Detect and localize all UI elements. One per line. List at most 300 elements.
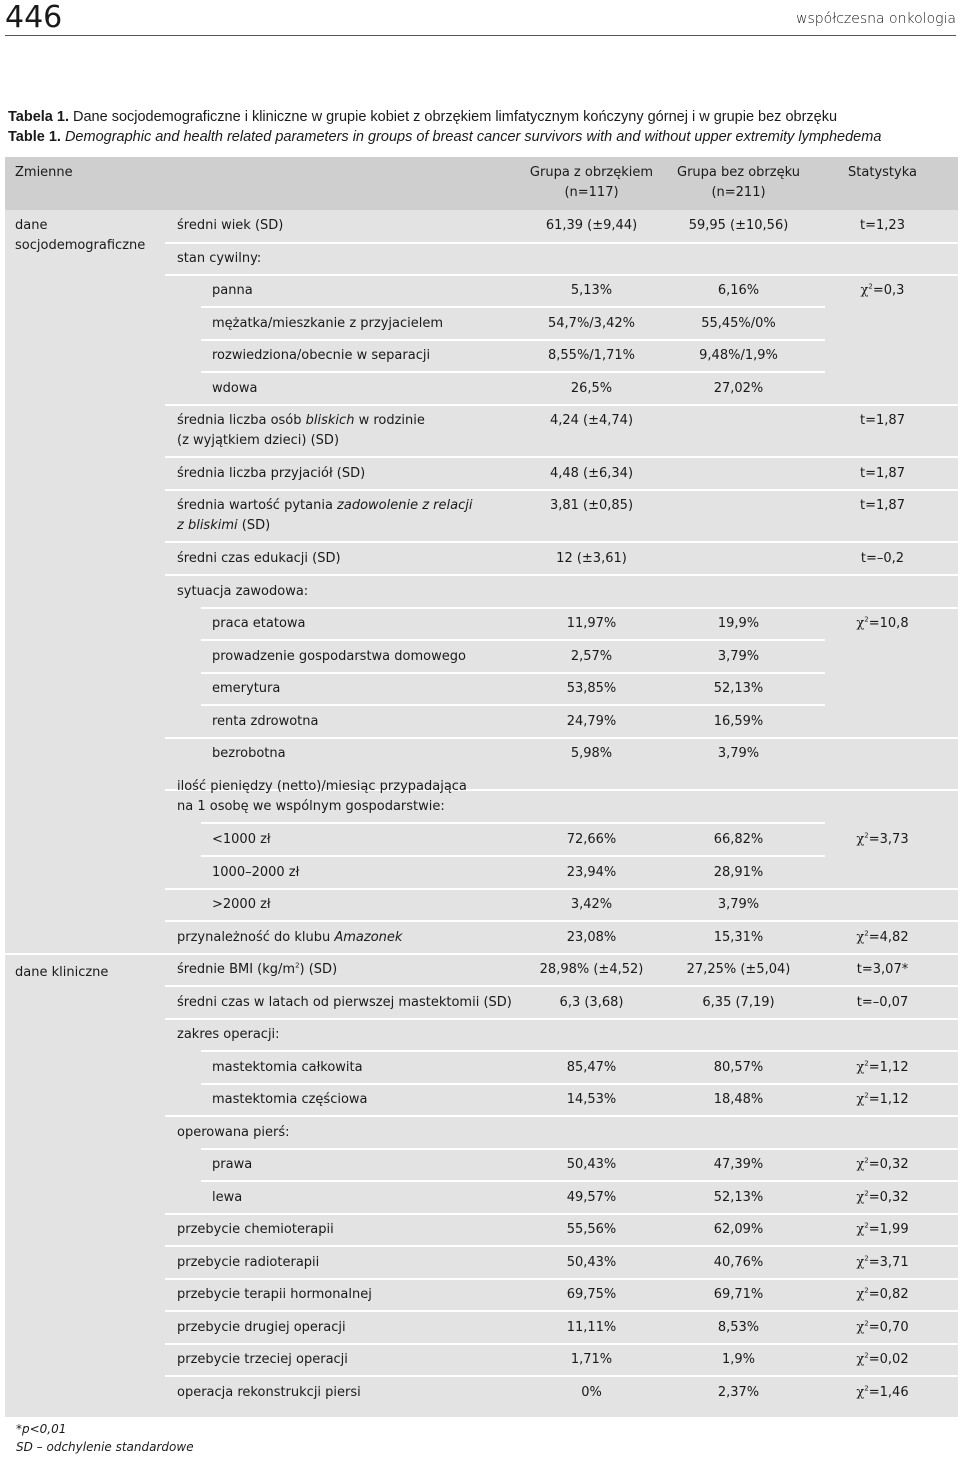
group1-value: 2,57% [570, 649, 613, 664]
statistic-text: =1,12 [868, 1092, 909, 1107]
chi-square-superscript: 2 [864, 1059, 869, 1068]
row-label-superscript: 2 [295, 961, 300, 970]
statistic-value [808, 496, 957, 516]
row-label-line [177, 777, 467, 797]
group1-value: 3,42% [570, 897, 613, 912]
row-label-text: <1000 zł [212, 832, 271, 847]
row-label-text: na 1 osobę we wspólnym gospodarstwie: [177, 799, 445, 814]
row-label-text: średni czas edukacji (SD) [177, 551, 341, 566]
chi-square-symbol: χ [856, 616, 865, 631]
row-label-italic: zadowolenie z relacji [337, 498, 473, 513]
row-divider [165, 1115, 958, 1117]
row-label-text: lewa [212, 1190, 243, 1205]
statistic-text: =1,12 [868, 1060, 909, 1075]
row-divider [165, 274, 958, 276]
statistic-value [808, 1253, 957, 1273]
row-divider [165, 541, 958, 543]
row-divider [165, 1278, 958, 1280]
row-label [212, 830, 271, 850]
statistic-text: =0,32 [868, 1157, 909, 1172]
group2-value: 62,09% [713, 1222, 764, 1237]
row-label [212, 712, 318, 732]
statistic-text: t=1,87 [860, 466, 905, 481]
row-label-line [212, 281, 253, 301]
row-divider [165, 574, 958, 576]
row-divider [165, 489, 958, 491]
row-label [212, 1155, 252, 1175]
row-label [177, 1253, 319, 1273]
group2-value: 3,79% [717, 746, 760, 761]
row-divider [201, 672, 825, 674]
row-label [212, 1058, 363, 1078]
row-label-line-2 [177, 431, 425, 451]
group1-value: 3,81 (±0,85) [549, 498, 634, 513]
row-divider [201, 607, 958, 609]
row-label-text: prawa [212, 1157, 253, 1172]
group1-value: 54,7%/3,42% [548, 316, 635, 331]
row-label-line [212, 712, 318, 732]
group2-value: 47,39% [713, 1157, 764, 1172]
group1-value: 12 (±3,61) [556, 551, 627, 566]
row-label [177, 1123, 290, 1143]
group2-value: 66,82% [713, 832, 764, 847]
statistic-value [808, 464, 957, 484]
chi-square-superscript: 2 [864, 1091, 869, 1100]
row-label-text-after: w rodzinie [354, 413, 425, 428]
row-divider [165, 1375, 958, 1377]
row-label-line [177, 1025, 280, 1045]
statistic-value [808, 960, 957, 980]
page-number: 446 [5, 0, 63, 35]
row-divider [201, 1083, 958, 1085]
row-label-text: >2000 zł [212, 897, 271, 912]
caption-english [8, 129, 881, 145]
row-label [212, 895, 271, 915]
group1-value: 23,08% [566, 930, 617, 945]
row-label-text: ilość pieniędzy (netto)/miesiąc przypadająca [177, 779, 467, 794]
row-label-line [177, 1318, 346, 1338]
row-label-line [177, 1383, 361, 1403]
row-label-text: przebycie drugiej operacji [177, 1320, 346, 1335]
group2-value: 3,79% [717, 649, 760, 664]
row-divider [201, 639, 825, 641]
row-divider [165, 1213, 958, 1215]
row-label-text: zakres operacji: [177, 1027, 280, 1042]
row-label [177, 928, 402, 948]
group1-value: 11,97% [566, 616, 617, 631]
statistic-value [808, 614, 957, 634]
header-group1-title: Grupa z obrzękiem [529, 165, 654, 180]
chi-square-symbol: χ [856, 1287, 865, 1302]
statistic-text: =3,73 [868, 832, 909, 847]
chi-square-symbol: χ [856, 1385, 865, 1400]
row-label-line [212, 679, 280, 699]
row-label-text: sytuacja zawodowa: [177, 584, 309, 599]
statistic-text: =0,82 [868, 1287, 909, 1302]
group1-value: 1,71% [570, 1352, 613, 1367]
chi-square-superscript: 2 [864, 929, 869, 938]
row-label-text: przebycie terapii hormonalnej [177, 1287, 372, 1302]
group1-value: 23,94% [566, 865, 617, 880]
caption-pl-text: Dane socjodemograficzne i kliniczne w grupie kobiet z obrzękiem limfatycznym kończyny górnej i w grupie bez obrzęku [73, 109, 838, 125]
group2-value: 1,9% [721, 1352, 756, 1367]
group1-value: 28,98% (±4,52) [539, 962, 644, 977]
statistic-value [808, 1350, 957, 1370]
statistic-value [808, 549, 957, 569]
group2-value: 6,35 (7,19) [702, 995, 775, 1010]
row-label [177, 1220, 334, 1240]
row-divider [165, 920, 958, 922]
section-socio-line1: dane [15, 218, 48, 233]
group2-value: 16,59% [713, 714, 764, 729]
row-divider [201, 855, 825, 857]
header-group2-n: (n=211) [711, 185, 766, 200]
statistic-text: t=1,23 [860, 218, 905, 233]
row-label-line [177, 1220, 334, 1240]
row-label-text: wdowa [212, 381, 258, 396]
statistic-value [808, 1058, 957, 1078]
row-label [177, 411, 425, 451]
statistic-text: t=3,07* [856, 962, 909, 977]
row-label-line-2 [177, 797, 467, 817]
chi-square-superscript: 2 [864, 1384, 869, 1393]
row-label-text: przebycie trzeciej operacji [177, 1352, 348, 1367]
row-label-line [212, 1058, 363, 1078]
chi-square-superscript: 2 [864, 1351, 869, 1360]
row-label-line [177, 1123, 290, 1143]
group2-value: 55,45%/0% [701, 316, 776, 331]
group1-value: 11,11% [566, 1320, 617, 1335]
group2-value: 52,13% [713, 681, 764, 696]
row-label-text: stan cywilny: [177, 251, 262, 266]
row-divider [201, 371, 825, 373]
data-table [5, 157, 958, 1417]
caption-pl-label: Tabela 1. [8, 109, 69, 125]
header-rule [5, 35, 956, 36]
group2-value: 9,48%/1,9% [699, 348, 778, 363]
row-label-italic: z bliskimi [177, 518, 238, 533]
row-label-line [212, 1155, 252, 1175]
header-group2-title: Grupa bez obrzęku [677, 165, 800, 180]
chi-square-superscript: 2 [864, 1189, 869, 1198]
chi-square-superscript: 2 [864, 615, 869, 624]
group2-value: 69,71% [713, 1287, 764, 1302]
row-label [177, 1025, 280, 1045]
row-divider [165, 888, 958, 890]
statistic-text: =1,99 [868, 1222, 909, 1237]
row-label-text: średni wiek (SD) [177, 218, 284, 233]
row-label-line [177, 216, 283, 236]
row-label-text: mastektomia całkowita [212, 1060, 363, 1075]
header-statistics: Statystyka [848, 165, 917, 180]
row-divider [165, 985, 958, 987]
row-label-text: renta zdrowotna [212, 714, 319, 729]
row-label [177, 496, 472, 536]
group1-value: 8,55%/1,71% [548, 348, 635, 363]
chi-square-superscript: 2 [864, 1156, 869, 1165]
row-divider [165, 456, 958, 458]
group2-value: 6,16% [717, 283, 760, 298]
row-label [177, 582, 308, 602]
group2-value: 19,9% [717, 616, 760, 631]
statistic-text: t=–0,2 [860, 551, 905, 566]
table-header [5, 157, 958, 210]
row-label [177, 216, 283, 236]
row-label [212, 379, 257, 399]
row-label-text: średnia liczba przyjaciół (SD) [177, 466, 366, 481]
row-label [177, 993, 512, 1013]
header-group2 [661, 163, 816, 203]
group1-value: 53,85% [566, 681, 617, 696]
row-divider [165, 737, 958, 739]
header-group1-n: (n=117) [564, 185, 619, 200]
chi-square-symbol: χ [856, 1352, 865, 1367]
row-label [177, 1383, 361, 1403]
row-label [177, 1285, 372, 1305]
row-label-text: emerytura [212, 681, 281, 696]
row-label [177, 549, 341, 569]
row-label-line [212, 647, 466, 667]
row-label-line [212, 379, 257, 399]
row-label-line [212, 314, 443, 334]
row-divider [165, 1245, 958, 1247]
group2-value: 59,95 (±10,56) [688, 218, 789, 233]
statistic-text: =0,02 [868, 1352, 909, 1367]
row-label-text: przynależność do klubu [177, 930, 335, 945]
row-divider [201, 1180, 958, 1182]
group1-value: 61,39 (±9,44) [545, 218, 638, 233]
row-label [212, 679, 280, 699]
statistic-text: =4,82 [868, 930, 909, 945]
row-label-line [177, 1285, 372, 1305]
row-divider [201, 704, 825, 706]
statistic-value [808, 1318, 957, 1338]
statistic-text: =3,71 [868, 1255, 909, 1270]
row-label-text: operacja rekonstrukcji piersi [177, 1385, 361, 1400]
statistic-value [808, 1383, 957, 1403]
row-label [212, 314, 443, 334]
row-divider [201, 339, 825, 341]
statistic-value [808, 411, 957, 431]
row-label-line [212, 346, 430, 366]
section-clinical: dane kliniczne [15, 965, 109, 980]
row-label [177, 777, 467, 817]
statistic-text: t=1,87 [860, 498, 905, 513]
group1-value: 5,13% [570, 283, 613, 298]
group1-value: 26,5% [570, 381, 613, 396]
chi-square-superscript: 2 [864, 1254, 869, 1263]
row-label-text: (SD) [237, 518, 271, 533]
chi-square-symbol: χ [856, 1320, 865, 1335]
row-label [177, 249, 261, 269]
row-divider [201, 1148, 958, 1150]
row-label-text: średnia liczba osób [177, 413, 306, 428]
caption-polish [8, 109, 837, 125]
group1-value: 0% [581, 1385, 602, 1400]
group1-value: 24,79% [566, 714, 617, 729]
row-label-text: bezrobotna [212, 746, 286, 761]
statistic-value [808, 928, 957, 948]
row-label-text: panna [212, 283, 253, 298]
row-divider [5, 953, 958, 955]
group2-value: 80,57% [713, 1060, 764, 1075]
section-sociodemographic [15, 216, 145, 256]
chi-square-symbol: χ [856, 832, 865, 847]
row-label-line [177, 1253, 319, 1273]
statistic-value [808, 1285, 957, 1305]
group2-value: 15,31% [713, 930, 764, 945]
chi-square-symbol: χ [856, 1190, 865, 1205]
group2-value: 52,13% [713, 1190, 764, 1205]
row-label-text: prowadzenie gospodarstwa domowego [212, 649, 466, 664]
row-label [212, 863, 299, 883]
chi-square-symbol: χ [860, 283, 869, 298]
section-socio-line2: socjodemograficzne [15, 238, 146, 253]
group2-value: 27,02% [713, 381, 764, 396]
group1-value: 14,53% [566, 1092, 617, 1107]
row-label-text: średnie BMI (kg/m [177, 962, 296, 977]
row-label-line-2 [177, 516, 472, 536]
row-label-line [177, 960, 337, 980]
row-label-text: przebycie radioterapii [177, 1255, 320, 1270]
row-label-line [212, 895, 271, 915]
chi-square-symbol: χ [856, 1157, 865, 1172]
statistic-value [808, 1155, 957, 1175]
row-label-line [212, 1188, 242, 1208]
row-label-line [177, 928, 402, 948]
row-label-text: mężatka/mieszkanie z przyjacielem [212, 316, 443, 331]
statistic-value [808, 281, 957, 301]
statistic-value [808, 1220, 957, 1240]
group1-value: 69,75% [566, 1287, 617, 1302]
statistic-value [808, 1188, 957, 1208]
journal-name: współczesna onkologia [796, 11, 956, 27]
row-label-italic: bliskich [305, 413, 355, 428]
statistic-value [808, 1090, 957, 1110]
group2-value: 28,91% [713, 865, 764, 880]
group1-value: 85,47% [566, 1060, 617, 1075]
group1-value: 50,43% [566, 1157, 617, 1172]
group2-value: 18,48% [713, 1092, 764, 1107]
chi-square-symbol: χ [856, 1060, 865, 1075]
statistic-text: =0,32 [868, 1190, 909, 1205]
caption-en-label: Table 1. [8, 129, 61, 145]
statistic-value [808, 830, 957, 850]
footnote-sd: SD – odchylenie standardowe [16, 1440, 194, 1454]
statistic-text: =0,70 [868, 1320, 909, 1335]
row-label [212, 281, 253, 301]
chi-square-superscript: 2 [864, 831, 869, 840]
group1-value: 4,24 (±4,74) [549, 413, 634, 428]
row-label [177, 1350, 348, 1370]
row-label [212, 744, 286, 764]
header-variables: Zmienne [15, 165, 73, 180]
statistic-value [808, 216, 957, 236]
group2-value: 27,25% (±5,04) [686, 962, 791, 977]
caption-en-text: Demographic and health related parameters in groups of breast cancer survivors with and without upper extremity lymphedema [64, 129, 882, 145]
chi-square-superscript: 2 [864, 1319, 869, 1328]
row-label-text: rozwiedziona/obecnie w separacji [212, 348, 431, 363]
row-label [177, 1318, 346, 1338]
row-divider [165, 404, 958, 406]
row-label-italic: Amazonek [334, 930, 403, 945]
row-label [177, 960, 337, 980]
row-label-text: 1000–2000 zł [212, 865, 300, 880]
row-label [212, 647, 466, 667]
row-divider [165, 1310, 958, 1312]
statistic-text: t=–0,07 [856, 995, 909, 1010]
chi-square-symbol: χ [856, 1222, 865, 1237]
row-label [212, 1090, 368, 1110]
row-label-text: średni czas w latach od pierwszej mastektomii (SD) [177, 995, 512, 1010]
row-label-line [177, 582, 308, 602]
group1-value: 4,48 (±6,34) [549, 466, 634, 481]
row-divider [165, 1343, 958, 1345]
row-label-text: średnia wartość pytania [177, 498, 338, 513]
row-label-line [212, 744, 286, 764]
statistic-value [808, 993, 957, 1013]
row-label [212, 1188, 242, 1208]
row-label [212, 614, 306, 634]
chi-square-symbol: χ [856, 1255, 865, 1270]
statistic-text: =0,3 [872, 283, 905, 298]
group2-value: 40,76% [713, 1255, 764, 1270]
header-group1 [514, 163, 669, 203]
row-label-line [177, 1350, 348, 1370]
group1-value: 6,3 (3,68) [559, 995, 624, 1010]
statistic-text: =1,46 [868, 1385, 909, 1400]
chi-square-symbol: χ [856, 1092, 865, 1107]
row-label-text: operowana pierś: [177, 1125, 290, 1140]
group2-value: 3,79% [717, 897, 760, 912]
chi-square-superscript: 2 [864, 1221, 869, 1230]
chi-square-superscript: 2 [868, 282, 873, 291]
statistic-text: =10,8 [868, 616, 909, 631]
group1-value: 5,98% [570, 746, 613, 761]
group1-value: 72,66% [566, 832, 617, 847]
row-label [212, 346, 430, 366]
row-label-line [212, 830, 271, 850]
row-label-line [177, 249, 261, 269]
row-label-line [212, 614, 306, 634]
row-label-text: (z wyjątkiem dzieci) (SD) [177, 433, 340, 448]
row-label-line [177, 496, 472, 516]
row-divider [201, 822, 825, 824]
row-label-line [177, 464, 365, 484]
group1-value: 49,57% [566, 1190, 617, 1205]
row-label-line [212, 863, 299, 883]
statistic-text: t=1,87 [860, 413, 905, 428]
row-label-text-after: ) (SD) [299, 962, 338, 977]
row-label-text: przebycie chemioterapii [177, 1222, 334, 1237]
group2-value: 8,53% [717, 1320, 760, 1335]
chi-square-superscript: 2 [864, 1286, 869, 1295]
row-label-text: mastektomia częściowa [212, 1092, 368, 1107]
row-label-line [177, 993, 512, 1013]
row-divider [165, 242, 958, 244]
row-divider [165, 1018, 958, 1020]
chi-square-symbol: χ [856, 930, 865, 945]
group2-value: 2,37% [717, 1385, 760, 1400]
group1-value: 50,43% [566, 1255, 617, 1270]
row-label-line [212, 1090, 368, 1110]
row-label-line [177, 411, 425, 431]
footnote-significance: *p<0,01 [16, 1422, 67, 1436]
row-divider [201, 306, 825, 308]
row-label-line [177, 549, 341, 569]
row-label-text: praca etatowa [212, 616, 306, 631]
row-divider [201, 1050, 958, 1052]
